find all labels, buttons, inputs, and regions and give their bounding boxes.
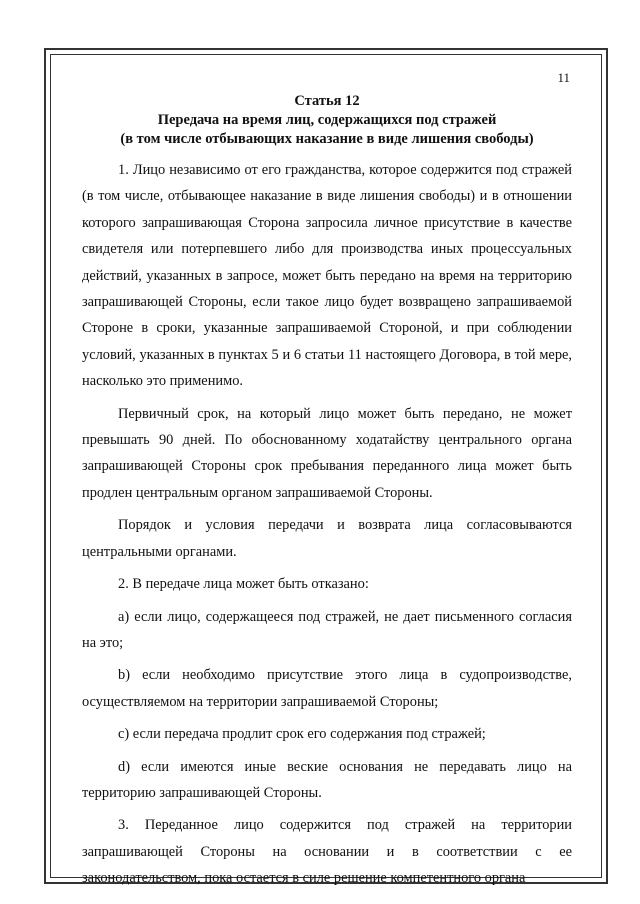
paragraph-2: Первичный срок, на который лицо может быть передано, не может превышать 90 дней. По обоснованному ходатайству центрального органа запрашивающей Стороны срок пребывания переданного лица может быть продлен центральным органом запрашиваемой Стороны. <box>82 405 572 501</box>
paragraph-6: b) если необходимо присутствие этого лица в судопроизводстве, осуществляемом на территории запрашиваемой Стороны; <box>82 667 572 710</box>
document-body <box>82 92 572 898</box>
article-number: Статья 12 <box>294 93 360 109</box>
paragraph-9: 3. Переданное лицо содержится под стражей на территории запрашивающей Стороны на основании и в соответствии с ее законодательством, пока остается в силе решение компетентного органа <box>82 817 572 887</box>
paragraph-7: c) если передача продлит срок его содержания под стражей; <box>118 726 486 743</box>
paragraph-4: 2. В передаче лица может быть отказано: <box>118 576 369 593</box>
paragraph-5: a) если лицо, содержащееся под стражей, не дает письменного согласия на это; <box>82 608 572 651</box>
paragraph-1: 1. Лицо независимо от его гражданства, которое содержится под стражей (в том числе, отбывающее наказание в виде лишения свободы) и в отношении которого запрашивающая Сторона запросила личное присутствие в качестве свидетеля или потерпевшего либо для производства иных процессуальных действий, указанных в запросе, может быть передано на время на территорию запрашивающей Стороны, если такое лицо будет возвращено запрашиваемой Стороне в сроки, указанные запрашиваемой Стороной, и при соблюдении условий, указанных в пунктах 5 и 6 статьи 11 настоящего Договора, в той мере, насколько это применимо. <box>82 162 572 390</box>
paragraph-8: d) если имеются иные веские основания не передавать лицо на территорию запрашивающей Стороны. <box>82 758 572 801</box>
article-title-line1: Передача на время лиц, содержащихся под стражей <box>157 112 497 128</box>
page-number: 11 <box>557 70 570 85</box>
article-title-line2: (в том числе отбывающих наказание в виде лишения свободы) <box>120 131 534 147</box>
paragraph-3: Порядок и условия передачи и возврата лица согласовываются центральными органами. <box>82 517 572 560</box>
article-text <box>82 157 572 892</box>
article-heading <box>82 92 572 149</box>
